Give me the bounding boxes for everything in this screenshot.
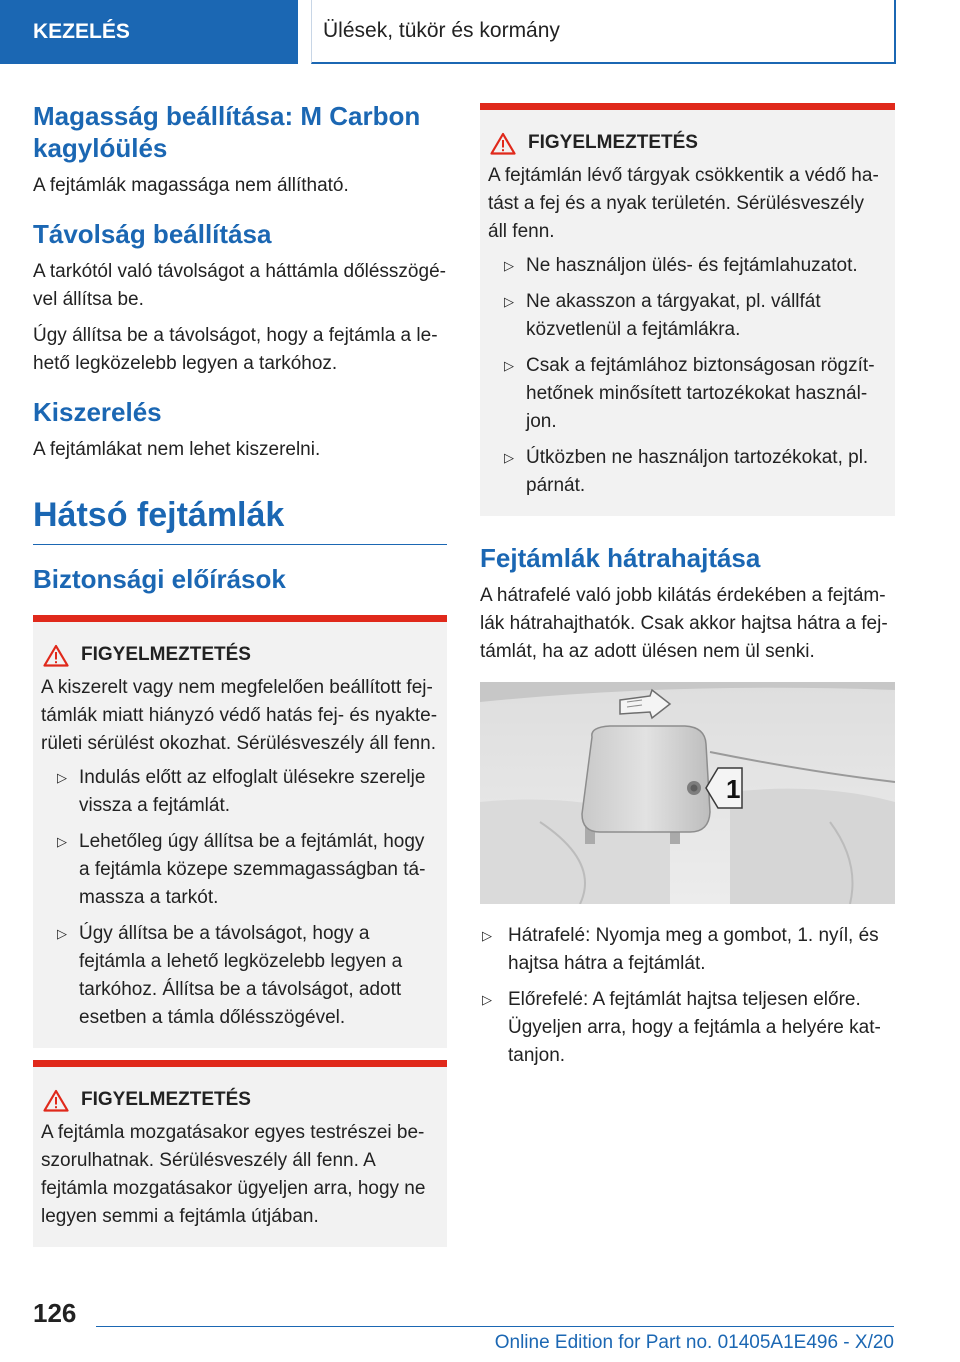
- list-item: ▷ Előrefelé: A fejtámlát hajtsa teljesen előre. Ügyeljen arra, hogy a fejtámla a helyére kattanjon.: [482, 989, 881, 1066]
- heading-remove: Kiszerelés: [33, 397, 162, 427]
- triangle-right-icon: ▷: [482, 928, 492, 943]
- chapter-header: [311, 0, 896, 64]
- triangle-right-icon: ▷: [504, 450, 514, 465]
- warning-box-3: [480, 103, 895, 516]
- warning-box-2: [33, 1060, 447, 1247]
- footer-edition-link[interactable]: Online Edition for Part no. 01405A1E496 - X/20: [494, 1332, 894, 1353]
- triangle-right-icon: ▷: [482, 992, 492, 1007]
- section-label: KEZELÉS: [33, 20, 130, 43]
- heading-rear-headrests: Hátsó fejtámlák: [33, 494, 447, 545]
- warning-triangle-icon: [43, 1089, 69, 1112]
- list-item: ▷ Úgy állítsa be a távolságot, hogy a fejtámla a lehető legközelebb legyen a tarkóhoz. Állítsa be a távolságot, adott esetben a támla dőlésszögével.: [57, 923, 403, 1028]
- paragraph-height: A fejtámlák magassága nem állítható.: [33, 175, 349, 196]
- left-column: [33, 100, 447, 1247]
- warning-list: [488, 252, 887, 500]
- warning-title: FIGYELMEZTETÉS: [43, 1085, 439, 1115]
- warning-title: FIGYELMEZTETÉS: [43, 640, 439, 670]
- list-item: ▷ Indulás előtt az elfoglalt ülésekre szerelje vissza a fejtámlát.: [57, 767, 426, 816]
- warning-triangle-icon: [43, 644, 69, 667]
- list-item: ▷ Lehetőleg úgy állítsa be a fejtámlát, hogy a fejtámla közepe szemmagasságban támassza a tarkót.: [57, 831, 426, 908]
- warning-list: [41, 764, 439, 1032]
- section-tab: [0, 0, 298, 64]
- paragraph-distance-1: A tarkótól való távolságot a háttámla dőlésszögével állítsa be.: [33, 261, 446, 310]
- warning-box-1: [33, 615, 447, 1048]
- triangle-right-icon: ▷: [504, 258, 514, 273]
- heading-safety: Biztonsági előírások: [33, 564, 286, 594]
- list-item: ▷ Csak a fejtámlához biztonságosan rögzíthetőnek minősített tartozékokat használjon.: [504, 355, 875, 432]
- list-item: ▷ Hátrafelé: Nyomja meg a gombot, 1. nyíl, és hajtsa hátra a fejtámlát.: [482, 925, 879, 974]
- triangle-right-icon: ▷: [504, 358, 514, 373]
- list-item: ▷ Útközben ne használjon tartozékokat, pl. párnát.: [504, 447, 869, 496]
- headrest-drawing: [480, 682, 895, 904]
- footer-divider: [96, 1326, 894, 1327]
- steps-list: [480, 922, 895, 1070]
- list-item: ▷ Ne akasszon a tárgyakat, pl. vállfát közvetlenül a fejtámlákra.: [504, 291, 821, 340]
- triangle-right-icon: ▷: [57, 834, 67, 849]
- list-item: ▷ Ne használjon ülés- és fejtámlahuzatot.: [504, 255, 858, 276]
- warning-text: A fejtámla mozgatásakor egyes testrészei beszorulhatnak. Sérülésveszély áll fenn. A fejtámla mozgatásakor ügyeljen arra, hogy ne legyen semmi a fejtámla útjában.: [41, 1122, 426, 1227]
- triangle-right-icon: ▷: [57, 926, 67, 941]
- headrest-illustration: [480, 682, 895, 904]
- page-number: 126: [33, 1298, 77, 1328]
- right-column: [480, 103, 895, 1078]
- paragraph-fold: A hátrafelé való jobb kilátás érdekében a fejtámlák hátrahajthatók. Csak akkor hajtsa hátra a fejtámlát, ha az adott ülésen nem ül senki.: [480, 585, 888, 662]
- triangle-right-icon: ▷: [57, 770, 67, 785]
- paragraph-distance-2: Úgy állítsa be a távolságot, hogy a fejtámla a lehető legközelebb legyen a tarkóhoz.: [33, 325, 438, 374]
- heading-fold: Fejtámlák hátrahajtása: [480, 543, 761, 573]
- heading-height: Magasság beállítása: M Carbon kagylóülés: [33, 101, 421, 163]
- warning-triangle-icon: [490, 132, 516, 155]
- chapter-title: Ülések, tükör és kormány: [323, 19, 560, 42]
- paragraph-remove: A fejtámlákat nem lehet kiszerelni.: [33, 439, 321, 460]
- figure-callout-label: 1: [726, 774, 741, 804]
- triangle-right-icon: ▷: [504, 294, 514, 309]
- warning-text: A kiszerelt vagy nem megfelelően beállított fejtámlák miatt hiányzó védő hatás fej- és nyakterületi sérülést okozhat. Sérülésveszély áll fenn.: [41, 677, 438, 754]
- warning-text: A fejtámlán lévő tárgyak csökkentik a védő hatást a fej és a nyak területén. Sérülésveszély áll fenn.: [488, 165, 879, 242]
- heading-distance: Távolság beállítása: [33, 219, 272, 249]
- warning-title: FIGYELMEZTETÉS: [490, 128, 887, 158]
